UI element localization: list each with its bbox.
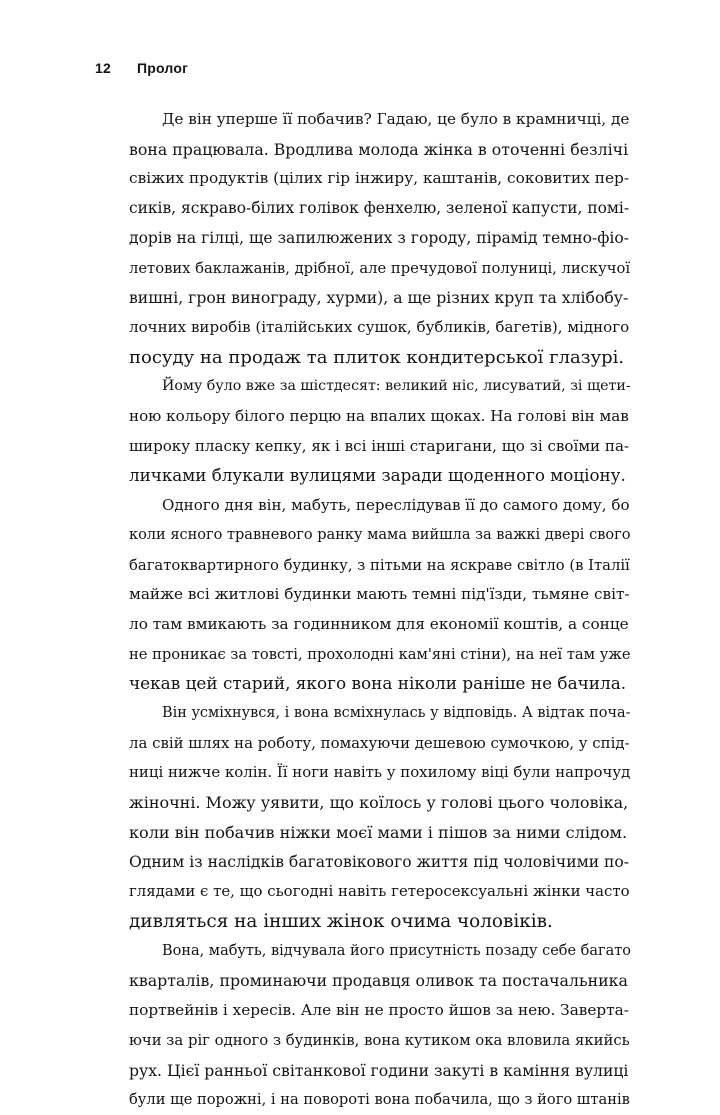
paragraph: [96, 491, 631, 699]
paragraph: [96, 372, 631, 491]
text-line: летових баклажанів, дрібної, але пречудової полуниці, лискучої: [129, 259, 631, 277]
text-line: Йому було вже за шістдесят: великий ніс, лисуватий, зі щети-: [162, 378, 631, 395]
paragraph: [96, 937, 631, 1115]
text-line: лочних виробів (італійських сушок, бубликів, багетів), мідного: [129, 317, 630, 336]
text-line: коли ясного травневого ранку мама вийшла за важкі двері свого: [129, 526, 631, 543]
text-line: личками блукали вулицями заради щоденного моціону.: [129, 465, 626, 486]
text-line: не проникає за товсті, прохолодні кам'яні стіни), на неї там уже: [129, 645, 631, 663]
text-line: глядами є те, що сьогодні навіть гетеросексуальні жінки часто: [129, 882, 630, 901]
text-line: дивляться на інших жінок очима чоловіків.: [129, 910, 553, 932]
text-line: ла свій шлях на роботу, помахуючи дешевою сумочкою, у спід-: [129, 733, 630, 752]
text-line: свіжих продуктів (цілих гір інжиру, каштанів, соковитих пер-: [129, 169, 630, 188]
text-line: вишні, грон винограду, хурми), а ще різних круп та хлібобу-: [129, 288, 629, 308]
text-line: кварталів, проминаючи продавця оливок та постачальника: [129, 971, 628, 991]
text-line: чекав цей старий, якого вона ніколи раніше не бачила.: [129, 673, 627, 694]
text-line: сиків, яскраво-білих голівок фенхелю, зеленої капусти, помі-: [129, 199, 630, 218]
paragraph: [96, 699, 631, 937]
page-number: 12: [95, 60, 111, 76]
text-line: багатоквартирного будинку, з пітьми на яскраве світло (в Італії: [129, 556, 630, 574]
text-line: посуду на продаж та плиток кондитерської глазурі.: [129, 346, 625, 368]
text-line: Де він уперше її побачив? Гадаю, це було в крамничці, де: [162, 110, 630, 128]
body-text: [96, 105, 631, 1115]
paragraph: [96, 105, 631, 372]
text-line: Вона, мабуть, відчувала його присутність позаду себе багато: [162, 942, 631, 959]
text-line: майже всі житлові будинки мають темні під'їзди, тьмяне світ-: [129, 585, 630, 604]
text-line: ниці нижче колін. Її ноги навіть у похилому віці були напрочуд: [129, 763, 631, 782]
text-line: вона працювала. Вродлива молода жінка в оточенні безлічі: [129, 139, 629, 159]
text-line: ло там вмикають за годинником для економії коштів, а сонце: [129, 614, 629, 633]
text-line: жіночні. Можу уявити, що коїлось у голові цього чоловіка,: [129, 793, 629, 813]
text-line: ною кольору білого перцю на впалих щоках. На голові він мав: [129, 407, 629, 426]
text-line: дорів на гілці, ще запилюжених з городу, пірамід темно-фіо-: [129, 228, 629, 247]
text-line: Одного дня він, мабуть, переслідував її до самого дому, бо: [162, 496, 630, 515]
text-line: були ще порожні, і на повороті вона побачила, що з його штанів: [129, 1091, 630, 1109]
section-title: Пролог: [137, 60, 189, 76]
text-line: Одним із наслідків багатовікового життя під чоловічими по-: [129, 852, 630, 871]
text-line: коли він побачив ніжки моєї мами і пішов за ними слідом.: [129, 822, 628, 842]
running-head: [95, 60, 188, 76]
text-line: портвейнів і хересів. Але він не просто йшов за нею. Заверта-: [129, 1001, 629, 1020]
text-line: широку пласку кепку, як і всі інші старигани, що зі своїми па-: [129, 436, 630, 455]
text-line: рух. Цієї ранньої світанкової години закуті в каміння вулиці: [129, 1060, 629, 1080]
text-line: Він усміхнувся, і вона всміхнулась у відповідь. А відтак поча-: [162, 705, 631, 722]
text-line: ючи за ріг одного з будинків, вона кутиком ока вловила якийсь: [129, 1031, 630, 1049]
